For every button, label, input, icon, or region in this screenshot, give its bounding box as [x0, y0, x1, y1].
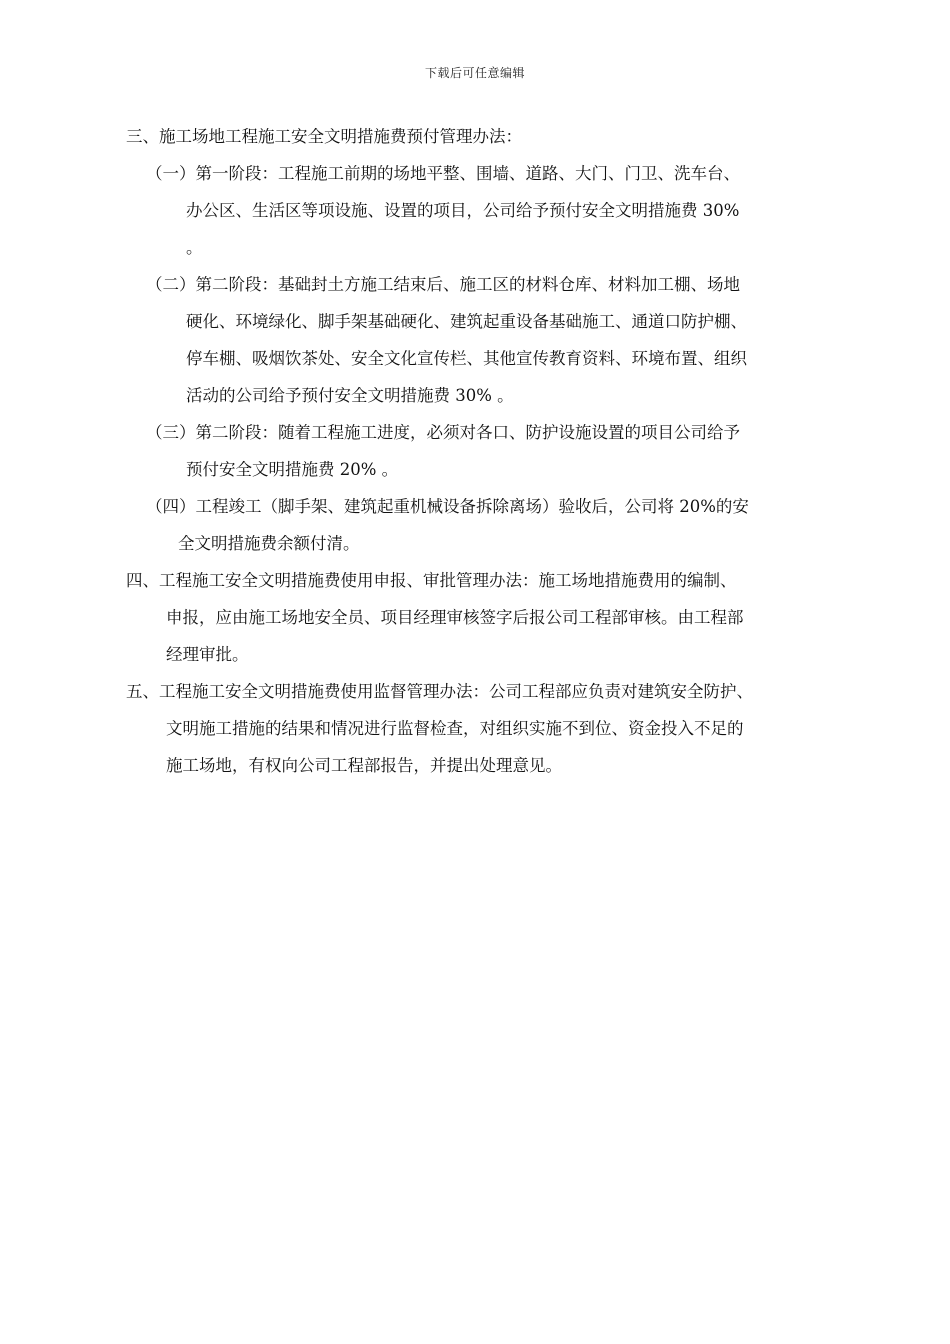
- section-4: [126, 562, 838, 673]
- paragraph-line: （一）第一阶段：工程施工前期的场地平整、围墙、道路、大门、门卫、洗车台、: [146, 164, 740, 183]
- section-4-title: 四、工程施工安全文明措施费使用申报、审批管理办法：施工场地措施费用的编制、: [126, 571, 737, 590]
- document-body: [126, 118, 838, 784]
- paragraph-line: 文明施工措施的结果和情况进行监督检查，对组织实施不到位、资金投入不足的: [166, 719, 744, 738]
- paragraph-line: （二）第二阶段：基础封土方施工结束后、施工区的材料仓库、材料加工棚、场地: [146, 275, 740, 294]
- paragraph-line: 经理审批。: [166, 645, 249, 664]
- section-3-item-3: [126, 414, 838, 488]
- paragraph-line: 办公区、生活区等项设施、设置的项目，公司给予预付安全文明措施费 30%: [186, 201, 740, 220]
- section-3-item-4: [126, 488, 838, 562]
- paragraph-line: 活动的公司给予预付安全文明措施费 30% 。: [186, 386, 514, 405]
- paragraph-line: （三）第二阶段：随着工程施工进度，必须对各口、防护设施设置的项目公司给予: [146, 423, 740, 442]
- paragraph-line: 。: [186, 238, 203, 257]
- paragraph-line: 全文明措施费余额付清。: [178, 534, 360, 553]
- page-header: 下载后可任意编辑: [424, 66, 525, 80]
- section-3-title: 三、施工场地工程施工安全文明措施费预付管理办法：: [126, 127, 522, 146]
- section-3: [126, 118, 838, 562]
- paragraph-line: 硬化、环境绿化、脚手架基础硬化、建筑起重设备基础施工、通道口防护棚、: [186, 312, 747, 331]
- section-5: [126, 673, 838, 784]
- paragraph-line: （四）工程竣工（脚手架、建筑起重机械设备拆除离场）验收后，公司将 20%的安: [146, 497, 749, 516]
- section-3-item-2: [126, 266, 838, 414]
- paragraph-line: 施工场地，有权向公司工程部报告，并提出处理意见。: [166, 756, 562, 775]
- section-3-item-1: [126, 155, 838, 266]
- section-5-title: 五、工程施工安全文明措施费使用监督管理办法：公司工程部应负责对建筑安全防护、: [126, 682, 753, 701]
- paragraph-line: 停车棚、吸烟饮茶处、安全文化宣传栏、其他宣传教育资料、环境布置、组织: [186, 349, 747, 368]
- paragraph-line: 预付安全文明措施费 20% 。: [186, 460, 399, 479]
- paragraph-line: 申报，应由施工场地安全员、项目经理审核签字后报公司工程部审核。由工程部: [166, 608, 744, 627]
